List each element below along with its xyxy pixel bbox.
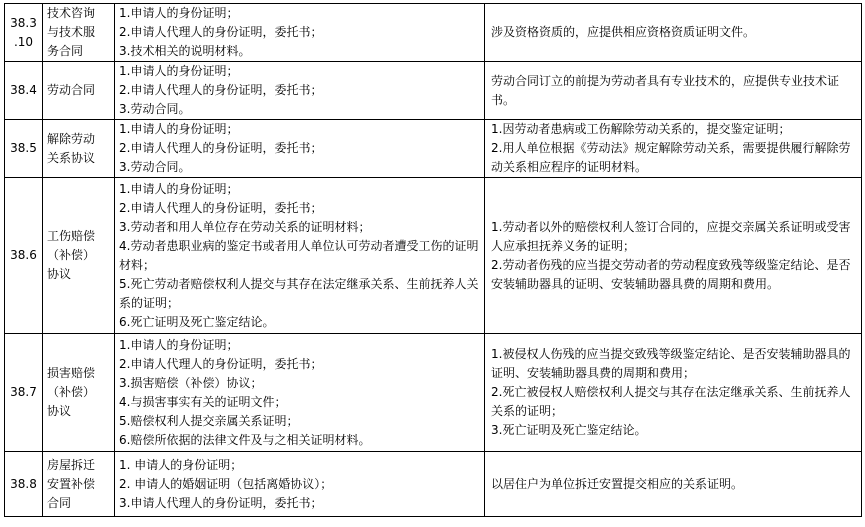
contract-type-line: 与技术服 <box>47 25 96 39</box>
table-row <box>5 4 862 62</box>
item-number-line: 38.8 <box>10 476 37 491</box>
document-item: 2.申请人代理人的身份证明，委托书； <box>119 356 323 371</box>
item-number-line: 38.5 <box>10 141 37 155</box>
item-number <box>5 334 43 452</box>
required-documents <box>115 62 485 120</box>
item-number <box>5 120 43 178</box>
table-body <box>5 4 862 517</box>
document-item: 3.劳动者和用人单位存在劳动关系的证明材料； <box>119 219 371 234</box>
table-row <box>5 62 862 120</box>
remarks <box>485 62 862 120</box>
item-number-line: 38.4 <box>10 83 37 97</box>
document-item: 1.申请人的身份证明； <box>119 122 239 136</box>
contract-type <box>43 62 115 120</box>
contract-type-line: 协议 <box>47 404 72 418</box>
contract-type-line: （补偿） <box>47 248 96 262</box>
remark-item: 1.被侵权人伤残的应当提交致残等级鉴定结论、是否安装辅助器具的证明、安装辅助器具费的周期和费用； <box>491 347 851 380</box>
required-documents <box>115 120 485 178</box>
contract-type <box>43 178 115 334</box>
remark-item: 2.用人单位根据《劳动法》规定解除劳动关系，需要提供履行解除劳动关系相应程序的证明材料。 <box>491 141 851 174</box>
document-item: 3.技术相关的说明材料。 <box>119 44 251 58</box>
requirements-table <box>4 3 862 517</box>
document-item: 3.损害赔偿（补偿）协议； <box>119 375 263 390</box>
remark-item: 涉及资格资质的，应提供相应资格资质证明文件。 <box>491 25 756 39</box>
document-item: 6.死亡证明及死亡鉴定结论。 <box>119 314 275 329</box>
contract-type-line: 损害赔偿 <box>47 366 96 380</box>
item-number-line: 38.7 <box>10 385 37 399</box>
remarks <box>485 178 862 334</box>
table-row <box>5 334 862 452</box>
document-item: 5.赔偿权利人提交亲属关系证明； <box>119 413 299 428</box>
item-number <box>5 178 43 334</box>
document-item: 3.申请人代理人的身份证明，委托书； <box>119 495 323 510</box>
remark-item: 2.劳动者伤残的应当提交劳动者的劳动程度致残等级鉴定结论、是否安装辅助器具的证明、安装辅助器具费的周期和费用。 <box>491 257 851 291</box>
document-item: 1.申请人的身份证明； <box>119 64 239 78</box>
remark-item: 劳动合同订立的前提为劳动者具有专业技术的，应提供专业技术证书。 <box>491 73 840 107</box>
document-item: 3.劳动合同。 <box>119 102 191 116</box>
contract-type-line: 合同 <box>47 495 72 510</box>
item-number <box>5 452 43 517</box>
document-item: 1.申请人的身份证明； <box>119 337 239 352</box>
document-item: 2. 申请人的婚姻证明（包括离婚协议）； <box>119 476 333 491</box>
remark-item: 1.劳动者以外的赔偿权利人签订合同的，应提交亲属关系证明或受害人应承担抚养义务的证明； <box>491 219 851 253</box>
remark-item: 以居住户为单位拆迁安置提交相应的关系证明。 <box>491 476 744 491</box>
remark-item: 3.死亡证明及死亡鉴定结论。 <box>491 423 647 437</box>
remark-item: 1.因劳动者患病或工伤解除劳动关系的，提交鉴定证明； <box>491 122 791 136</box>
document-item: 4.劳动者患职业病的鉴定书或者用人单位认可劳动者遭受工伤的证明材料； <box>119 238 479 272</box>
remark-item: 2.死亡被侵权人赔偿权利人提交与其存在法定继承关系、生前抚养人关系的证明； <box>491 385 851 418</box>
contract-type <box>43 120 115 178</box>
required-documents <box>115 334 485 452</box>
document-item: 2.申请人代理人的身份证明，委托书； <box>119 83 323 97</box>
contract-type-line: 技术咨询 <box>47 6 96 20</box>
document-item: 2.申请人代理人的身份证明，委托书； <box>119 25 323 39</box>
contract-type <box>43 452 115 517</box>
item-number <box>5 62 43 120</box>
document-item: 4.与损害事实有关的证明文件； <box>119 394 287 409</box>
contract-type-line: （补偿） <box>47 385 96 399</box>
contract-type-line: 协议 <box>47 267 72 281</box>
contract-type-line: 工伤赔偿 <box>47 229 96 243</box>
required-documents <box>115 452 485 517</box>
document-item: 2.申请人代理人的身份证明，委托书； <box>119 200 323 215</box>
item-number-line: .10 <box>13 34 34 49</box>
document-item: 1. 申请人的身份证明； <box>119 457 243 472</box>
contract-type-line: 房屋拆迁 <box>47 457 96 472</box>
required-documents <box>115 178 485 334</box>
document-item: 1.申请人的身份证明； <box>119 6 239 20</box>
contract-type-line: 安置补偿 <box>47 476 96 491</box>
contract-type-line: 解除劳动 <box>47 131 96 146</box>
remarks <box>485 120 862 178</box>
remarks <box>485 334 862 452</box>
item-number-line: 38.6 <box>10 248 37 262</box>
required-documents <box>115 4 485 62</box>
item-number-line: 38.3 <box>10 15 37 30</box>
remarks <box>485 4 862 62</box>
document-item: 5.死亡劳动者赔偿权利人提交与其存在法定继承关系、生前抚养人关系的证明； <box>119 276 479 310</box>
document-item: 3.劳动合同。 <box>119 160 191 174</box>
table-row <box>5 178 862 334</box>
contract-type-line: 务合同 <box>47 44 84 58</box>
contract-type-line: 关系协议 <box>47 150 96 165</box>
table-row <box>5 452 862 517</box>
contract-type <box>43 4 115 62</box>
document-item: 6.赔偿所依据的法律文件及与之相关证明材料。 <box>119 432 371 447</box>
contract-type-line: 劳动合同 <box>47 83 96 97</box>
table-row <box>5 120 862 178</box>
document-item: 2.申请人代理人的身份证明，委托书； <box>119 141 323 155</box>
item-number <box>5 4 43 62</box>
document-item: 1.申请人的身份证明； <box>119 181 239 196</box>
contract-type <box>43 334 115 452</box>
remarks <box>485 452 862 517</box>
